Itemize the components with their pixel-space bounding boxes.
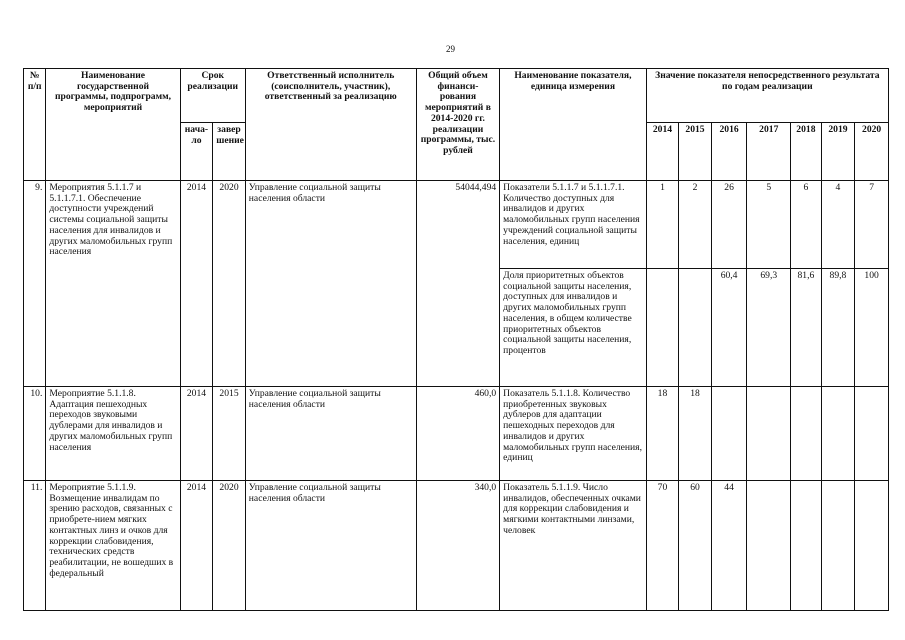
row-value: [821, 387, 855, 481]
header-funding: Общий объем финанси-рования мероприятий в 2014-2020 гг. реализации программы, тыс. рублей: [416, 69, 499, 181]
header-year: 2014: [646, 123, 679, 181]
row-start: 2014: [180, 481, 213, 611]
row-value: 26: [711, 181, 747, 269]
row-end: 2020: [213, 181, 246, 387]
row-indicator: Показатель 5.1.1.8. Количество приобретенных звуковых дублеров для адаптации пешеходных переходов для инвалидов и других маломобильных групп населения, единиц: [500, 387, 647, 481]
row-value: [679, 269, 712, 387]
row-start: 2014: [180, 181, 213, 387]
row-executor: Управление социальной защиты населения области: [245, 181, 416, 387]
row-value: [791, 387, 822, 481]
header-year: 2015: [679, 123, 712, 181]
row-indicator: Доля приоритетных объектов социальной защиты населения, доступных для инвалидов и других маломобильных групп населения, в общем количестве приоритетных объектов социальной защиты населения, процентов: [500, 269, 647, 387]
header-values: Значение показателя непосредственного результата по годам реализации: [646, 69, 888, 123]
row-value: 2: [679, 181, 712, 269]
table-row: [24, 181, 889, 269]
row-value: [646, 269, 679, 387]
row-start: 2014: [180, 387, 213, 481]
header-year: 2016: [711, 123, 747, 181]
row-value: [747, 481, 791, 611]
row-name: Мероприятия 5.1.1.7 и 5.1.1.7.1. Обеспечение доступности учреждений системы социальной защиты населения для инвалидов и других маломобильных групп населения: [46, 181, 180, 387]
header-indicator: Наименование показателя, единица измерения: [500, 69, 647, 181]
row-name: Мероприятие 5.1.1.9. Возмещение инвалидам по зрению расходов, связанных с приобрете-нием мягких контактных линз и очков для коррекции слабовидения, технических средств реабилитации, не вошедших в федеральный: [46, 481, 180, 611]
row-value: [855, 387, 889, 481]
row-value: 7: [855, 181, 889, 269]
row-value: [711, 387, 747, 481]
header-executor: Ответственный исполнитель (соисполнитель, участник), ответственный за реализацию: [245, 69, 416, 181]
row-value: 1: [646, 181, 679, 269]
row-end: 2015: [213, 387, 246, 481]
row-value: [791, 481, 822, 611]
row-value: 4: [821, 181, 855, 269]
row-indicator: Показатели 5.1.1.7 и 5.1.1.7.1. Количество доступных для инвалидов и других маломобильных групп населения учреждений социальной защиты населения, единиц: [500, 181, 647, 269]
header-period: Срок реализации: [180, 69, 245, 123]
row-num: 10.: [24, 387, 46, 481]
row-name: Мероприятие 5.1.1.8. Адаптация пешеходных переходов звуковыми дублерами для инвалидов и других маломобильных групп населения: [46, 387, 180, 481]
table-row: [24, 481, 889, 611]
row-funding: 460,0: [416, 387, 499, 481]
row-value: 60: [679, 481, 712, 611]
row-value: 18: [679, 387, 712, 481]
row-value: 5: [747, 181, 791, 269]
row-executor: Управление социальной защиты населения области: [245, 481, 416, 611]
row-value: 89,8: [821, 269, 855, 387]
row-value: [821, 481, 855, 611]
program-table: [23, 68, 889, 611]
row-value: 69,3: [747, 269, 791, 387]
header-num: № п/п: [24, 69, 46, 181]
header-year: 2017: [747, 123, 791, 181]
row-value: 81,6: [791, 269, 822, 387]
row-executor: Управление социальной защиты населения области: [245, 387, 416, 481]
row-value: 100: [855, 269, 889, 387]
table-row: [24, 387, 889, 481]
row-num: 11.: [24, 481, 46, 611]
header-year: 2018: [791, 123, 822, 181]
header-end: завер шение: [213, 123, 246, 181]
row-value: [855, 481, 889, 611]
row-value: 18: [646, 387, 679, 481]
header-year: 2019: [821, 123, 855, 181]
header-name: Наименование государственной программы, подпрограмм, мероприятий: [46, 69, 180, 181]
row-value: 44: [711, 481, 747, 611]
row-indicator: Показатель 5.1.1.9. Число инвалидов, обеспеченных очками для коррекции слабовидения и мягкими контактными линзами, человек: [500, 481, 647, 611]
row-value: [747, 387, 791, 481]
row-value: 70: [646, 481, 679, 611]
header-year: 2020: [855, 123, 889, 181]
row-end: 2020: [213, 481, 246, 611]
row-value: 60,4: [711, 269, 747, 387]
row-funding: 340,0: [416, 481, 499, 611]
row-num: 9.: [24, 181, 46, 387]
header-start: нача-ло: [180, 123, 213, 181]
page-number: 29: [446, 44, 455, 54]
row-value: 6: [791, 181, 822, 269]
row-funding: 54044,494: [416, 181, 499, 387]
